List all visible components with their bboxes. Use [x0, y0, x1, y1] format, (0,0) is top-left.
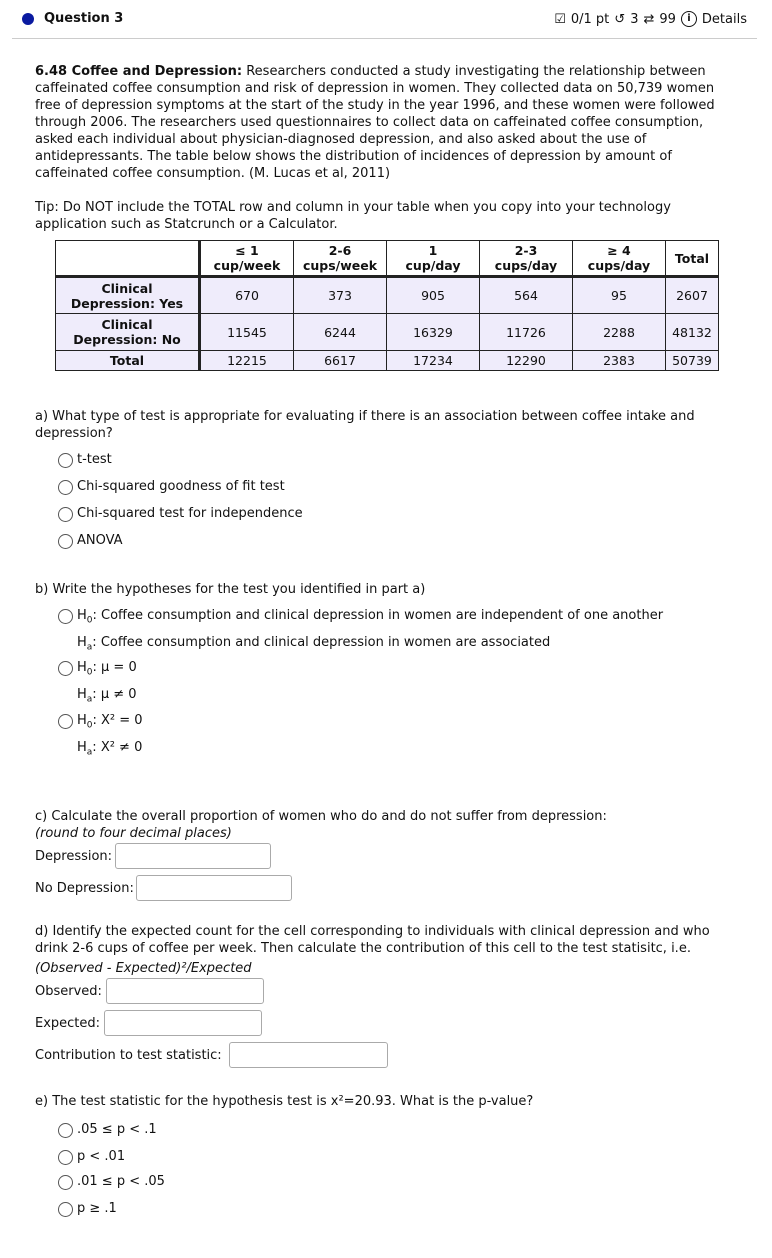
score: 0/1 pt	[570, 11, 610, 27]
row-header: Total	[56, 351, 200, 371]
table-cell: 905	[387, 277, 480, 314]
part-d-question: d) Identify the expected count for the cell corresponding to individuals with clinical depression and who drink 2-6 cups of coffee per week. Then calculate the contribution of this cell to the test statisitc, i.e.	[35, 924, 710, 956]
option-label: .01 ≤ p < .05	[77, 1174, 165, 1189]
radio-option[interactable]	[58, 1146, 125, 1167]
rounding-note: (round to four decimal places)	[35, 826, 232, 841]
column-header: ≥ 4 cups/day	[573, 241, 666, 277]
observed-label: Observed:	[35, 984, 102, 999]
retries: 99	[659, 11, 676, 27]
intro-body: Researchers conducted a study investigating the relationship between caffeinated coffee consumption and risk of depression in women. They collected data on 50,739 women free of depression symptoms at the start of the study in the year 1996, and these women were followed through 2006. The researchers used questionnaires to collect data on caffeinated coffee consumption, asked each individual about physician-diagnosed depression, and also asked about the use of antidepressants. The table below shows the distribution of incidences of depression by amount of caffeinated coffee consumption. (M. Lucas et al, 2011)	[35, 64, 715, 181]
table-cell: 50739	[666, 351, 719, 371]
column-header: 1 cup/day	[387, 241, 480, 277]
radio-button[interactable]	[58, 534, 73, 549]
observed-input[interactable]	[106, 978, 264, 1004]
radio-option[interactable]	[58, 1198, 117, 1219]
attempts: 3	[630, 11, 639, 27]
table-cell: 11726	[480, 314, 573, 351]
option-label: p ≥ .1	[77, 1201, 117, 1216]
status-dot-icon	[22, 13, 34, 25]
part-a-question: a) What type of test is appropriate for evaluating if there is an association between coffee intake and depression?	[35, 409, 695, 441]
ha-text: μ ≠ 0	[100, 686, 137, 702]
column-header: ≤ 1 cup/week	[200, 241, 294, 277]
h0-text: X² = 0	[101, 713, 143, 728]
radio-button[interactable]	[58, 480, 73, 495]
hypothesis-option-3[interactable]: $H_0$: X² = 0 $H_a$: X² ≠ 0	[58, 710, 143, 763]
hypothesis-option-1[interactable]: $H_0$: Coffee consumption and clinical depression in women are independent of one another $H_a$: Coffee consumption and clinical depression in women are associated	[58, 605, 663, 658]
h0-text: μ = 0	[101, 660, 137, 675]
intro-title: 6.48 Coffee and Depression:	[35, 64, 243, 79]
expected-label: Expected:	[35, 1016, 101, 1031]
radio-button[interactable]	[58, 1202, 73, 1217]
radio-button[interactable]	[58, 714, 73, 729]
radio-option[interactable]	[58, 476, 285, 497]
ha-text: Coffee consumption and clinical depression in women are associated	[100, 634, 551, 650]
checkbox-icon: ☑	[554, 11, 566, 27]
no-depression-label: No Depression:	[35, 881, 134, 896]
depression-label: Depression:	[35, 849, 113, 864]
table-cell: 564	[480, 277, 573, 314]
table-cell: 12215	[200, 351, 294, 371]
table-cell: 11545	[200, 314, 294, 351]
retry-icon: ⇄	[643, 11, 655, 27]
radio-option[interactable]	[58, 449, 112, 470]
table-cell: 95	[573, 277, 666, 314]
hypothesis-option-2[interactable]: $H_0$: μ = 0 $H_a$: μ ≠ 0	[58, 657, 137, 710]
radio-button[interactable]	[58, 1150, 73, 1165]
row-header: Clinical Depression: No	[56, 314, 200, 351]
table-row	[56, 314, 719, 351]
radio-button[interactable]	[58, 1175, 73, 1190]
intro-text	[35, 63, 715, 182]
radio-button[interactable]	[58, 507, 73, 522]
radio-button[interactable]	[58, 661, 73, 676]
option-label: Chi-squared goodness of fit test	[77, 479, 285, 494]
column-header: Total	[666, 241, 719, 277]
table-cell: 2383	[573, 351, 666, 371]
details-link[interactable]: Details	[701, 11, 747, 27]
contribution-label: Contribution to test statistic:	[35, 1048, 222, 1063]
table-cell: 6617	[294, 351, 387, 371]
table-cell: 6244	[294, 314, 387, 351]
column-header: 2-6 cups/week	[294, 241, 387, 277]
attempts-icon: ↺	[614, 11, 626, 27]
question-header	[12, 0, 757, 39]
table-cell: 2607	[666, 277, 719, 314]
tip-text: Tip: Do NOT include the TOTAL row and column in your table when you copy into your technology application such as Statcrunch or a Calculator.	[35, 200, 671, 232]
table-cell: 12290	[480, 351, 573, 371]
question-title: Question 3	[44, 11, 124, 26]
ha-text: X² ≠ 0	[100, 739, 143, 755]
radio-option[interactable]	[58, 1171, 165, 1192]
radio-option[interactable]	[58, 530, 123, 551]
expected-input[interactable]	[104, 1010, 262, 1036]
formula: (Observed - Expected)²/Expected	[35, 961, 252, 976]
table-cell: 2288	[573, 314, 666, 351]
radio-option[interactable]	[58, 1119, 157, 1140]
corner-cell	[56, 241, 200, 277]
part-b-question: b) Write the hypotheses for the test you identified in part a)	[35, 582, 426, 597]
option-label: ANOVA	[77, 533, 123, 548]
option-label: p < .01	[77, 1149, 126, 1164]
table-row	[56, 277, 719, 314]
table-cell: 373	[294, 277, 387, 314]
table-cell: 16329	[387, 314, 480, 351]
table-cell: 48132	[666, 314, 719, 351]
radio-button[interactable]	[58, 1123, 73, 1138]
option-label: t-test	[77, 452, 112, 467]
radio-option[interactable]	[58, 503, 303, 524]
option-label: Chi-squared test for independence	[77, 506, 303, 521]
depression-input[interactable]	[115, 843, 271, 869]
contribution-input[interactable]	[229, 1042, 388, 1068]
table-cell: 17234	[387, 351, 480, 371]
h0-text: Coffee consumption and clinical depression in women are independent of one another	[101, 608, 664, 623]
info-icon[interactable]: i	[681, 11, 697, 27]
table-row	[56, 351, 719, 371]
part-e-question: e) The test statistic for the hypothesis test is x²=20.93. What is the p-value?	[35, 1094, 534, 1109]
no-depression-input[interactable]	[136, 875, 292, 901]
data-table	[55, 240, 719, 371]
table-cell: 670	[200, 277, 294, 314]
radio-button[interactable]	[58, 453, 73, 468]
option-label: .05 ≤ p < .1	[77, 1122, 157, 1137]
radio-button[interactable]	[58, 609, 73, 624]
row-header: Clinical Depression: Yes	[56, 277, 200, 314]
column-header: 2-3 cups/day	[480, 241, 573, 277]
part-c-question: c) Calculate the overall proportion of women who do and do not suffer from depression:	[35, 809, 607, 824]
